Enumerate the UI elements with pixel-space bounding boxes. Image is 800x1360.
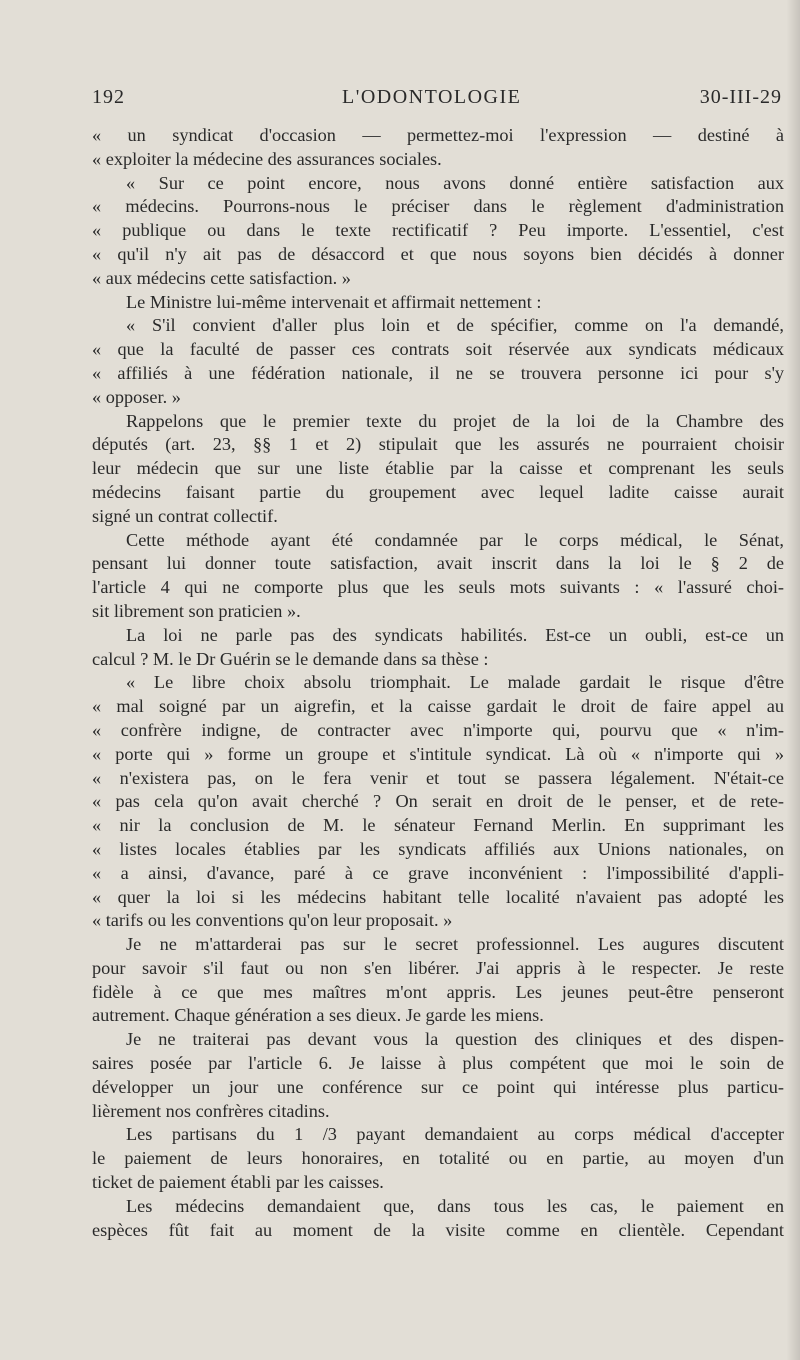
text-line: « pas cela qu'on avait cherché ? On serait en droit de le penser, et de rete- [92, 791, 784, 812]
text-line: ticket de paiement établi par les caisses. [92, 1172, 384, 1193]
text-line: « confrère indigne, de contracter avec n'importe qui, pourvu que « n'im- [92, 719, 784, 740]
text-line: Je ne traiterai pas devant vous la question des cliniques et des dispen- [126, 1029, 784, 1050]
text-line: autrement. Chaque génération a ses dieux. Je garde les miens. [92, 1005, 544, 1026]
text-line: « porte qui » forme un groupe et s'intitule syndicat. Là où « n'importe qui » [92, 743, 784, 764]
issue-date: 30-III-29 [699, 86, 782, 108]
text-line: « n'existera pas, on le fera venir et tout se passera légalement. N'était-ce [92, 767, 784, 788]
text-line: « listes locales établies par les syndicats affiliés aux Unions nationales, on [92, 838, 784, 859]
text-line: calcul ? M. le Dr Guérin se le demande dans sa thèse : [92, 648, 489, 669]
text-line: « opposer. » [92, 386, 181, 407]
text-line: « exploiter la médecine des assurances sociales. [92, 148, 442, 169]
text-line: « S'il convient d'aller plus loin et de spécifier, comme on l'a demandé, [126, 315, 784, 336]
text-line: pensant lui donner toute satisfaction, avait inscrit dans la loi le § 2 de [92, 553, 784, 574]
text-line: pour savoir s'il faut ou non s'en libérer. J'ai appris à le respecter. Je reste [92, 957, 784, 978]
text-line: « aux médecins cette satisfaction. » [92, 267, 351, 288]
body-text [92, 124, 784, 1242]
text-line: « nir la conclusion de M. le sénateur Fernand Merlin. En supprimant les [92, 815, 784, 836]
text-line: « affiliés à une fédération nationale, il ne se trouvera personne ici pour s'y [92, 362, 784, 383]
text-line: le paiement de leurs honoraires, en totalité ou en partie, au moyen d'un [92, 1148, 784, 1169]
text-line: La loi ne parle pas des syndicats habilités. Est-ce un oubli, est-ce un [126, 624, 784, 645]
text-line: « que la faculté de passer ces contrats soit réservée aux syndicats médicaux [92, 339, 784, 360]
text-line: espèces fût fait au moment de la visite comme en clientèle. Cependant [92, 1219, 784, 1240]
text-line: Cette méthode ayant été condamnée par le corps médical, le Sénat, [126, 529, 784, 550]
text-line: signé un contrat collectif. [92, 505, 278, 526]
running-head [92, 86, 782, 116]
text-line: médecins faisant partie du groupement avec lequel ladite caisse aurait [92, 481, 784, 502]
text-line: l'article 4 qui ne comporte plus que les seuls mots suivants : « l'assuré choi- [92, 577, 784, 598]
text-line: « médecins. Pourrons-nous le préciser dans le règlement d'administration [92, 196, 784, 217]
text-line: fidèle à ce que mes maîtres m'ont appris. Les jeunes peut-être penseront [92, 981, 784, 1002]
text-line: Le Ministre lui-même intervenait et affirmait nettement : [126, 291, 542, 312]
text-line: sit librement son praticien ». [92, 600, 301, 621]
text-line: « publique ou dans le texte rectificatif ? Peu importe. L'essentiel, c'est [92, 220, 784, 241]
text-line: Rappelons que le premier texte du projet de la loi de la Chambre des [126, 410, 784, 431]
text-line: « Le libre choix absolu triomphait. Le malade gardait le risque d'être [126, 672, 784, 693]
text-line: « a ainsi, d'avance, paré à ce grave inconvénient : l'impossibilité d'appli- [92, 862, 784, 883]
text-line: « mal soigné par un aigrefin, et la caisse gardait le droit de faire appel au [92, 696, 784, 717]
text-line: Je ne m'attarderai pas sur le secret professionnel. Les augures discutent [126, 934, 784, 955]
page-number: 192 [92, 86, 125, 108]
text-line: développer un jour une conférence sur ce point qui intéresse plus particu- [92, 1076, 784, 1097]
text-line: députés (art. 23, §§ 1 et 2) stipulait que les assurés ne pourraient choisir [92, 434, 784, 455]
text-line: « quer la loi si les médecins habitant telle localité n'avaient pas adopté les [92, 886, 784, 907]
text-line: Les médecins demandaient que, dans tous les cas, le paiement en [126, 1195, 784, 1216]
text-line: « qu'il n'y ait pas de désaccord et que nous soyons bien décidés à donner [92, 243, 784, 264]
text-line: lièrement nos confrères citadins. [92, 1100, 330, 1121]
text-line: leur médecin que sur une liste établie par la caisse et comprenant les seuls [92, 458, 784, 479]
journal-title: L'ODONTOLOGIE [342, 86, 522, 108]
text-line: « tarifs ou les conventions qu'on leur proposait. » [92, 910, 453, 931]
text-line: « Sur ce point encore, nous avons donné entière satisfaction aux [126, 172, 784, 193]
text-line: saires posée par l'article 6. Je laisse à plus compétent que moi le soin de [92, 1053, 784, 1074]
text-line: Les partisans du 1 /3 payant demandaient au corps médical d'accepter [126, 1124, 784, 1145]
text-line: « un syndicat d'occasion — permettez-moi l'expression — destiné à [92, 125, 784, 145]
